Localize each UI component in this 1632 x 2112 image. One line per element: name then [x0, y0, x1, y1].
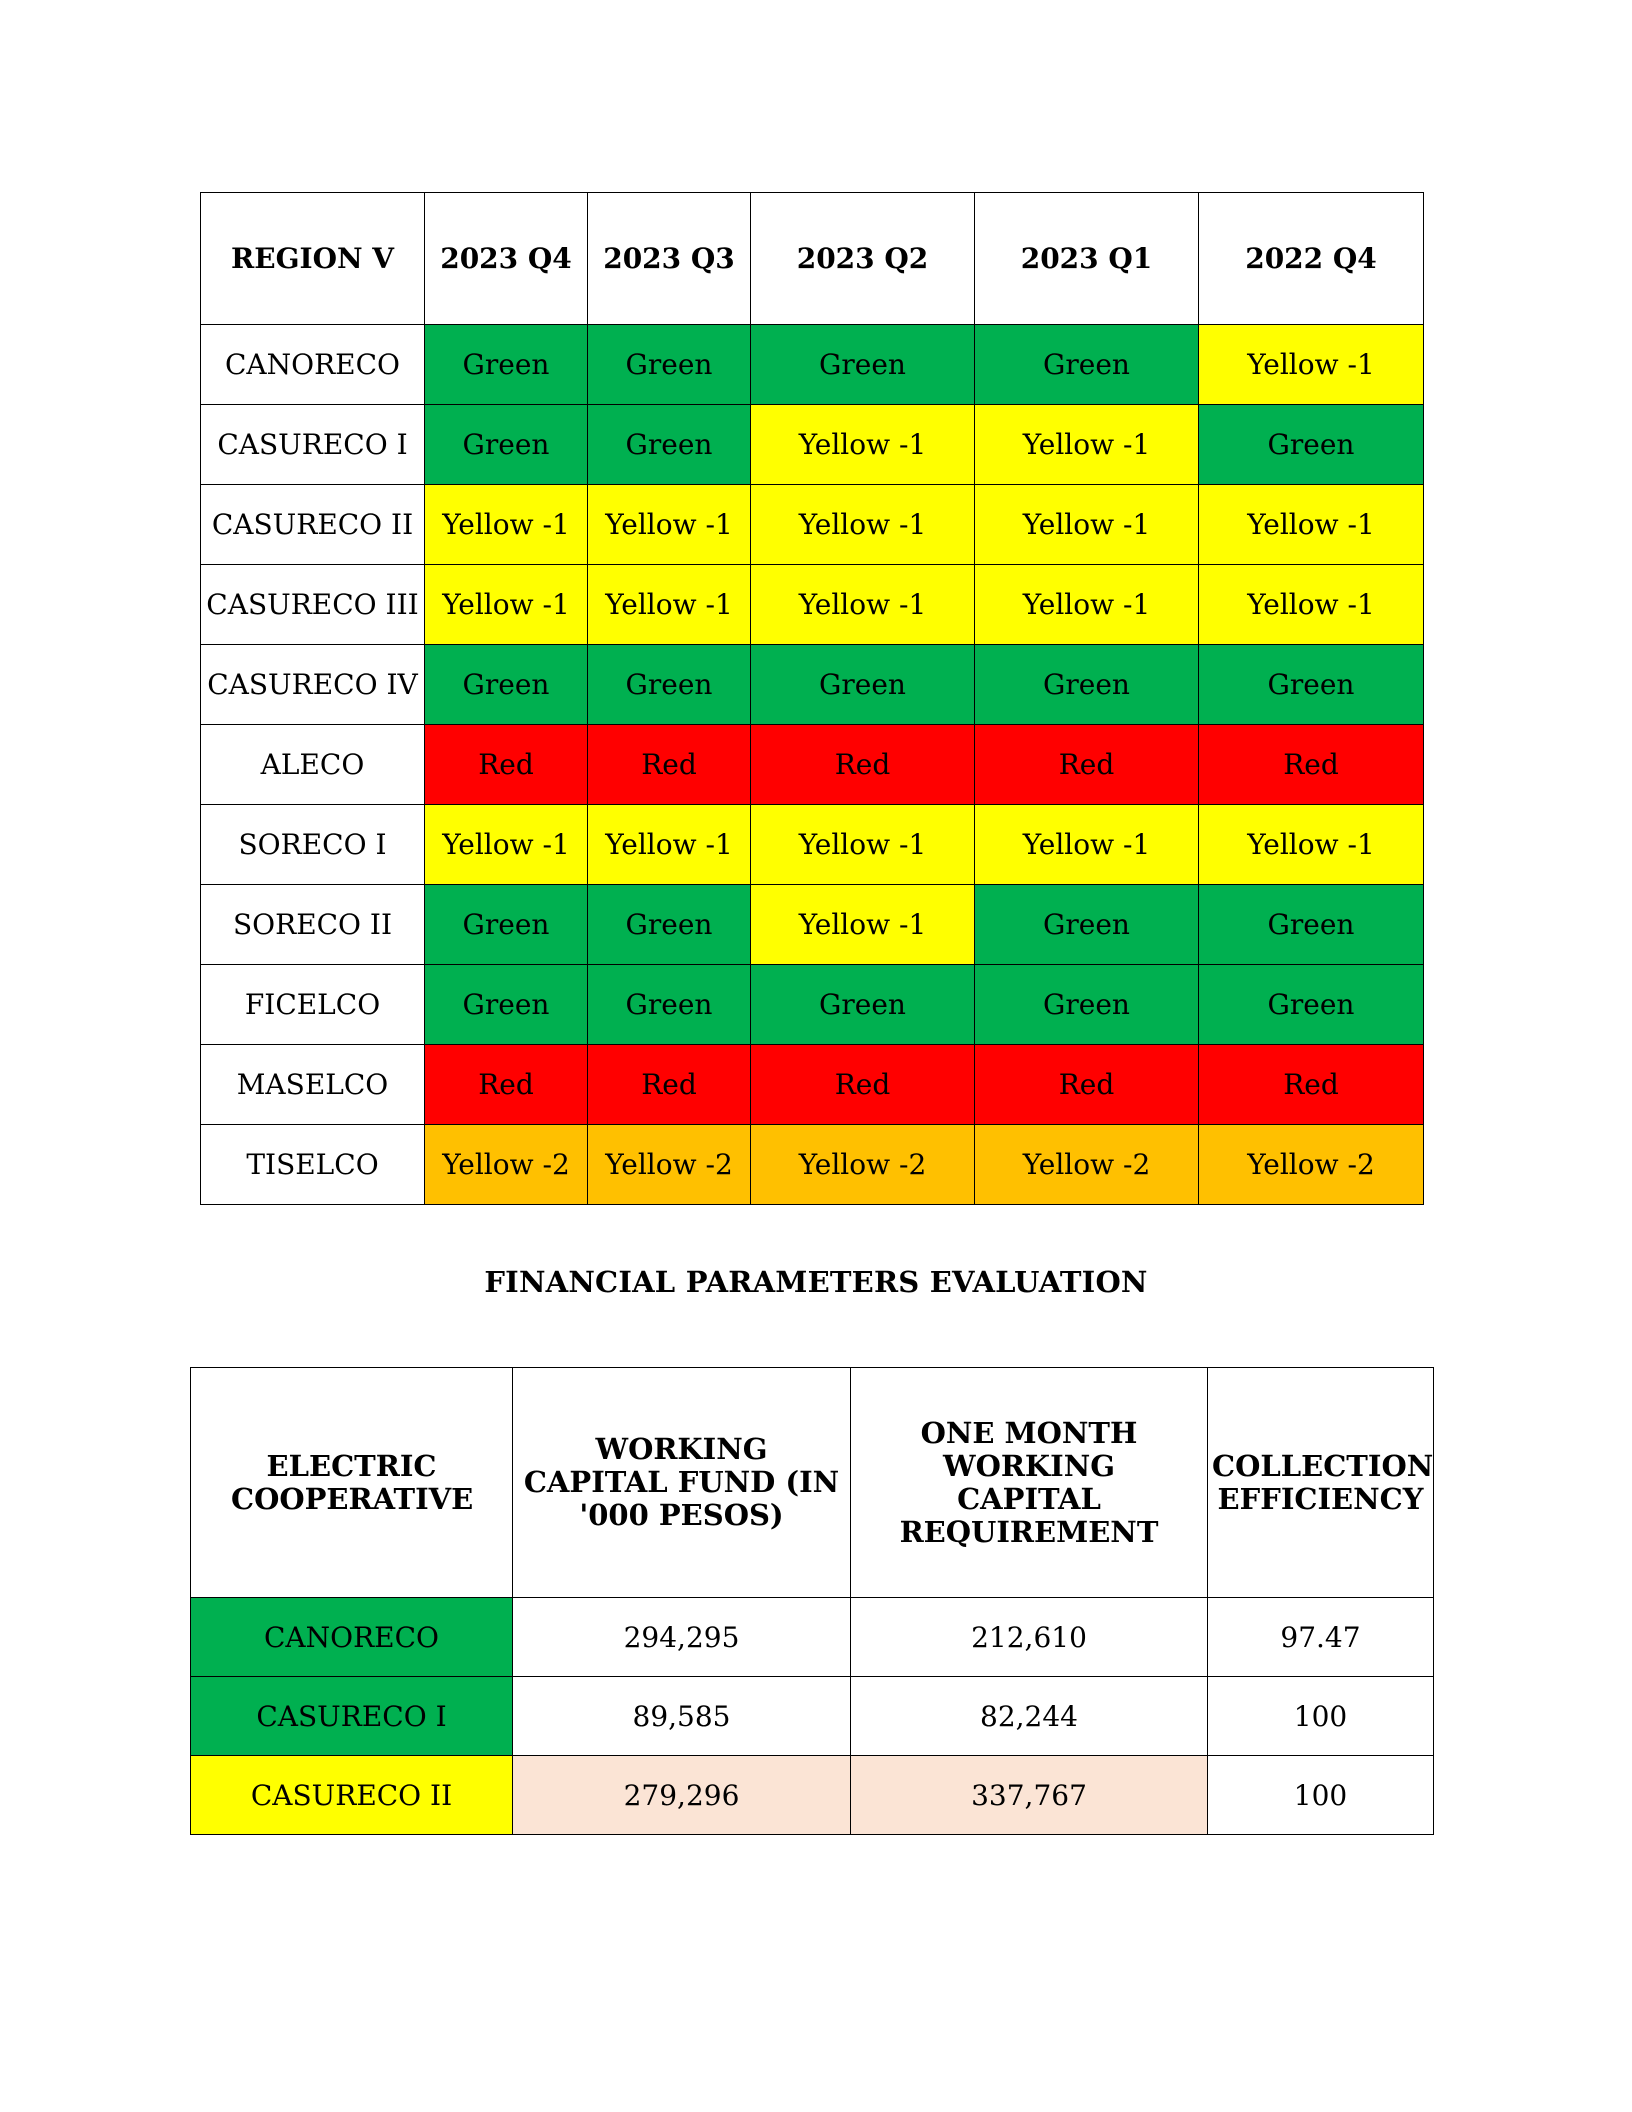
- table-row: [201, 565, 1424, 645]
- status-cell-2023-q4: Green: [425, 325, 588, 405]
- table-row: [191, 1677, 1434, 1756]
- status-cell-2023-q3: Green: [588, 645, 751, 725]
- one-month-requirement-cell: 212,610: [851, 1598, 1208, 1677]
- cooperative-name: CASURECO IV: [201, 645, 425, 725]
- status-cell-2023-q3: Green: [588, 405, 751, 485]
- status-cell-2022-q4: Yellow -2: [1199, 1125, 1424, 1205]
- status-cell-2023-q2: Yellow -2: [751, 1125, 975, 1205]
- status-cell-2023-q2: Yellow -1: [751, 565, 975, 645]
- table-row: [201, 1045, 1424, 1125]
- table-row: [201, 405, 1424, 485]
- status-cell-2022-q4: Yellow -1: [1199, 325, 1424, 405]
- status-cell-2023-q4: Red: [425, 1045, 588, 1125]
- header-one-month-requirement: ONE MONTH WORKING CAPITAL REQUIREMENT: [851, 1368, 1208, 1598]
- status-cell-2023-q3: Red: [588, 1045, 751, 1125]
- header-region: REGION V: [201, 193, 425, 325]
- status-cell-2022-q4: Green: [1199, 405, 1424, 485]
- collection-efficiency-cell: 100: [1208, 1677, 1434, 1756]
- table-row: [201, 965, 1424, 1045]
- status-cell-2022-q4: Yellow -1: [1199, 805, 1424, 885]
- status-cell-2023-q2: Red: [751, 1045, 975, 1125]
- status-cell-2023-q1: Green: [975, 325, 1199, 405]
- status-cell-2023-q2: Yellow -1: [751, 405, 975, 485]
- working-capital-fund-cell: 279,296: [513, 1756, 851, 1835]
- header-2023-q1: 2023 Q1: [975, 193, 1199, 325]
- status-table-header-row: [201, 193, 1424, 325]
- status-cell-2022-q4: Red: [1199, 1045, 1424, 1125]
- status-cell-2023-q1: Green: [975, 645, 1199, 725]
- working-capital-fund-cell: 294,295: [513, 1598, 851, 1677]
- collection-efficiency-cell: 97.47: [1208, 1598, 1434, 1677]
- status-cell-2023-q4: Green: [425, 965, 588, 1045]
- status-cell-2023-q3: Yellow -1: [588, 805, 751, 885]
- header-2022-q4: 2022 Q4: [1199, 193, 1424, 325]
- header-2023-q3: 2023 Q3: [588, 193, 751, 325]
- status-cell-2023-q2: Green: [751, 645, 975, 725]
- status-cell-2023-q1: Yellow -2: [975, 1125, 1199, 1205]
- status-cell-2023-q3: Green: [588, 965, 751, 1045]
- cooperative-name: CANORECO: [201, 325, 425, 405]
- section-title: FINANCIAL PARAMETERS EVALUATION: [484, 1265, 1148, 1299]
- status-cell-2023-q1: Yellow -1: [975, 565, 1199, 645]
- table-row: [201, 725, 1424, 805]
- cooperative-name: SORECO II: [201, 885, 425, 965]
- table-row: [201, 645, 1424, 725]
- status-cell-2023-q3: Yellow -1: [588, 485, 751, 565]
- status-cell-2023-q4: Yellow -2: [425, 1125, 588, 1205]
- status-cell-2022-q4: Green: [1199, 885, 1424, 965]
- status-cell-2023-q1: Red: [975, 725, 1199, 805]
- cooperative-name: ALECO: [201, 725, 425, 805]
- status-cell-2023-q2: Red: [751, 725, 975, 805]
- status-cell-2022-q4: Red: [1199, 725, 1424, 805]
- status-cell-2023-q3: Green: [588, 885, 751, 965]
- status-cell-2023-q2: Yellow -1: [751, 805, 975, 885]
- cooperative-name: SORECO I: [201, 805, 425, 885]
- cooperative-name: CASURECO I: [201, 405, 425, 485]
- cooperative-name: CASURECO II: [201, 485, 425, 565]
- status-cell-2023-q3: Green: [588, 325, 751, 405]
- status-cell-2023-q4: Green: [425, 645, 588, 725]
- header-2023-q2: 2023 Q2: [751, 193, 975, 325]
- status-cell-2023-q1: Green: [975, 885, 1199, 965]
- status-cell-2023-q3: Yellow -2: [588, 1125, 751, 1205]
- status-cell-2022-q4: Yellow -1: [1199, 565, 1424, 645]
- cooperative-name: FICELCO: [201, 965, 425, 1045]
- status-cell-2022-q4: Yellow -1: [1199, 485, 1424, 565]
- fin-table-header-row: [191, 1368, 1434, 1598]
- region-status-table: [200, 192, 1424, 1205]
- status-cell-2023-q1: Yellow -1: [975, 485, 1199, 565]
- cooperative-name: TISELCO: [201, 1125, 425, 1205]
- status-cell-2023-q1: Yellow -1: [975, 805, 1199, 885]
- status-cell-2023-q4: Yellow -1: [425, 565, 588, 645]
- status-cell-2022-q4: Green: [1199, 645, 1424, 725]
- status-cell-2023-q4: Green: [425, 405, 588, 485]
- status-cell-2023-q4: Yellow -1: [425, 805, 588, 885]
- status-cell-2023-q1: Green: [975, 965, 1199, 1045]
- status-cell-2023-q2: Yellow -1: [751, 885, 975, 965]
- table-row: [191, 1756, 1434, 1835]
- table-row: [201, 805, 1424, 885]
- status-cell-2023-q2: Yellow -1: [751, 485, 975, 565]
- status-cell-2023-q4: Yellow -1: [425, 485, 588, 565]
- table-row: [201, 485, 1424, 565]
- header-working-capital-fund: WORKING CAPITAL FUND (IN '000 PESOS): [513, 1368, 851, 1598]
- one-month-requirement-cell: 337,767: [851, 1756, 1208, 1835]
- table-row: [201, 885, 1424, 965]
- status-cell-2023-q1: Yellow -1: [975, 405, 1199, 485]
- header-2023-q4: 2023 Q4: [425, 193, 588, 325]
- table-row: [201, 1125, 1424, 1205]
- collection-efficiency-cell: 100: [1208, 1756, 1434, 1835]
- cooperative-name: CASURECO III: [201, 565, 425, 645]
- cooperative-name-cell: CANORECO: [191, 1598, 513, 1677]
- cooperative-name-cell: CASURECO I: [191, 1677, 513, 1756]
- cooperative-name: MASELCO: [201, 1045, 425, 1125]
- working-capital-fund-cell: 89,585: [513, 1677, 851, 1756]
- status-cell-2023-q4: Red: [425, 725, 588, 805]
- status-cell-2023-q2: Green: [751, 325, 975, 405]
- header-collection-efficiency: COLLECTION EFFICIENCY: [1208, 1368, 1434, 1598]
- status-cell-2022-q4: Green: [1199, 965, 1424, 1045]
- status-cell-2023-q4: Green: [425, 885, 588, 965]
- financial-parameters-table: [190, 1367, 1434, 1835]
- cooperative-name-cell: CASURECO II: [191, 1756, 513, 1835]
- status-cell-2023-q3: Yellow -1: [588, 565, 751, 645]
- status-cell-2023-q2: Green: [751, 965, 975, 1045]
- status-cell-2023-q3: Red: [588, 725, 751, 805]
- one-month-requirement-cell: 82,244: [851, 1677, 1208, 1756]
- header-electric-cooperative: ELECTRIC COOPERATIVE: [191, 1368, 513, 1598]
- table-row: [191, 1598, 1434, 1677]
- table-row: [201, 325, 1424, 405]
- status-cell-2023-q1: Red: [975, 1045, 1199, 1125]
